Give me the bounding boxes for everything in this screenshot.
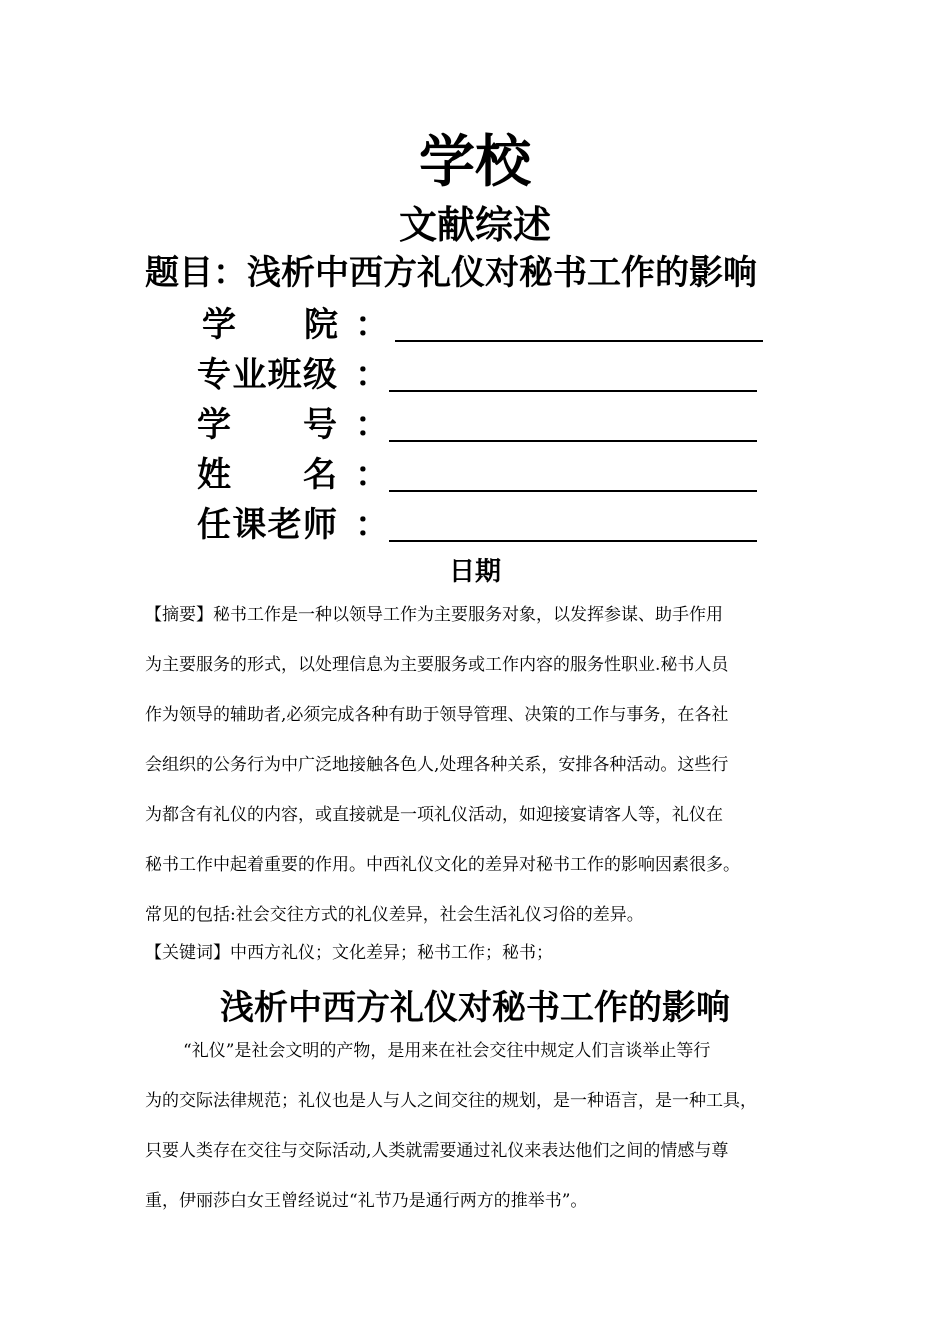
- fill-in-line: [389, 440, 757, 442]
- topic-title: 题目：浅析中西方礼仪对秘书工作的影响: [145, 253, 757, 293]
- abstract-line: 作为领导的辅助者,必须完成各种有助于领导管理、决策的工作与事务，在各社: [145, 705, 729, 725]
- fill-in-line: [389, 540, 757, 542]
- article-paragraph: [145, 1026, 825, 1226]
- abstract-line: 会组织的公务行为中广泛地接触各色人,处理各种关系，安排各种活动。这些行: [145, 755, 729, 775]
- paragraph-line: 重，伊丽莎白女王曾经说过“礼节乃是通行两方的推举书”。: [145, 1191, 588, 1211]
- paragraph-line: 只要人类存在交往与交际活动,人类就需要通过礼仪来表达他们之间的情感与尊: [145, 1141, 729, 1161]
- date-label: 日期: [448, 557, 501, 587]
- field-colon: ：: [355, 505, 389, 545]
- field-colon: ：: [355, 305, 389, 345]
- article-title: 浅析中西方礼仪对秘书工作的影响: [220, 988, 730, 1028]
- field-colon: ：: [355, 355, 389, 395]
- field-label: 姓 名: [197, 455, 337, 495]
- field-label: 学 号: [197, 405, 337, 445]
- abstract-paragraph: [145, 590, 810, 940]
- abstract-line: 秘书工作中起着重要的作用。中西礼仪文化的差异对秘书工作的影响因素很多。: [145, 855, 740, 875]
- keywords-line: 【关键词】中西方礼仪；文化差异；秘书工作；秘书；: [145, 943, 553, 963]
- school-heading: 学校: [419, 130, 531, 195]
- fill-in-line: [395, 340, 763, 342]
- fill-in-line: [389, 490, 757, 492]
- field-label: 任课老师: [197, 505, 337, 545]
- field-colon: ：: [355, 405, 389, 445]
- document-type-heading: 文献综述: [398, 203, 551, 247]
- field-colon: ：: [355, 455, 389, 495]
- field-label: 专业班级: [197, 355, 337, 395]
- field-label: 学 院: [202, 305, 338, 345]
- abstract-line: 常见的包括:社会交往方式的礼仪差异，社会生活礼仪习俗的差异。: [145, 905, 644, 925]
- abstract-line: 为都含有礼仪的内容，或直接就是一项礼仪活动，如迎接宴请客人等，礼仪在: [145, 805, 723, 825]
- abstract-line: 为主要服务的形式，以处理信息为主要服务或工作内容的服务性职业.秘书人员: [145, 655, 729, 675]
- abstract-line: 【摘要】秘书工作是一种以领导工作为主要服务对象，以发挥参谋、助手作用: [145, 605, 723, 625]
- fill-in-line: [389, 390, 757, 392]
- paragraph-line: 为的交际法律规范；礼仪也是人与人之间交往的规划，是一种语言，是一种工具，: [145, 1091, 757, 1111]
- paragraph-line: “礼仪”是社会文明的产物，是用来在社会交往中规定人们言谈举止等行: [183, 1041, 711, 1061]
